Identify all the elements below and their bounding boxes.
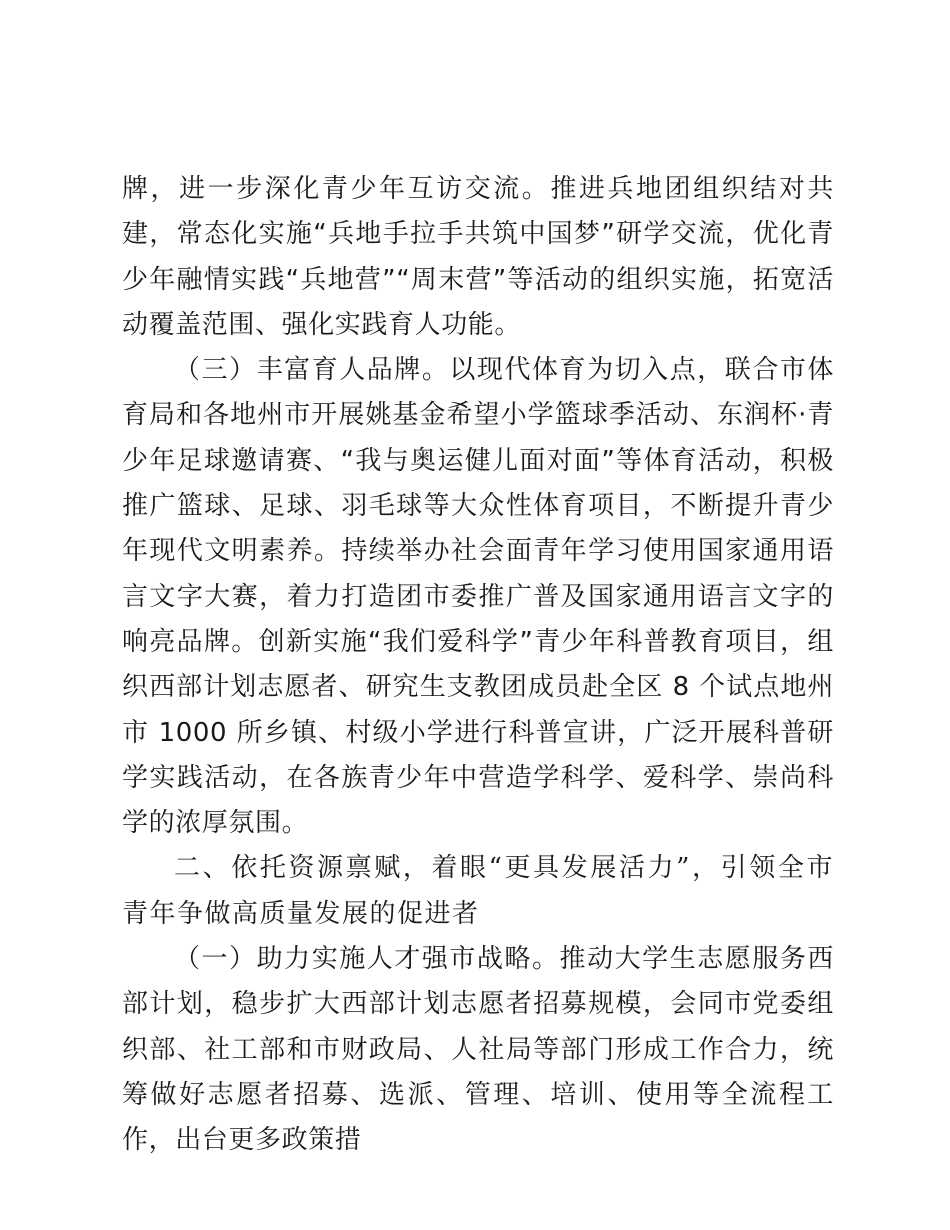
document-body	[122, 167, 834, 1164]
paragraph-section-one: （一）助力实施人才强市战略。推动大学生志愿服务西部计划，稳步扩大西部计划志愿者招募规模，会同市党委组织部、社工部和市财政局、人社局等部门形成工作合力，统筹做好志愿者招募、选派、管理、培训、使用等全流程工作，出台更多政策措	[122, 944, 834, 1156]
paragraph-continuation: 牌，进一步深化青少年互访交流。推进兵地团组织结对共建，常态化实施“兵地手拉手共筑中国梦”研学交流，优化青少年融情实践“兵地营”“周末营”等活动的组织实施，拓宽活动覆盖范围、强化实践育人功能。	[122, 174, 834, 340]
paragraph-section-three: （三）丰富育人品牌。以现代体育为切入点，联合市体育局和各地州市开展姚基金希望小学篮球季活动、东润杯·青少年足球邀请赛、“我与奥运健儿面对面”等体育活动，积极推广篮球、足球、羽毛球等大众性体育项目，不断提升青少年现代文明素养。持续举办社会面青年学习使用国家通用语言文字大赛，着力打造团市委推广普及国家通用语言文字的响亮品牌。创新实施“我们爱科学”青少年科普教育项目，组织西部计划志愿者、研究生支教团成员赴全区 8 个试点地州市 1000 所乡镇、村级小学进行科普宣讲，广泛开展科普研学实践活动，在各族青少年中营造学科学、爱科学、崇尚科学的浓厚氛围。	[122, 355, 834, 839]
section-heading-two: 二、依托资源禀赋，着眼“更具发展活力”，引领全市青年争做高质量发展的促进者	[122, 853, 834, 929]
